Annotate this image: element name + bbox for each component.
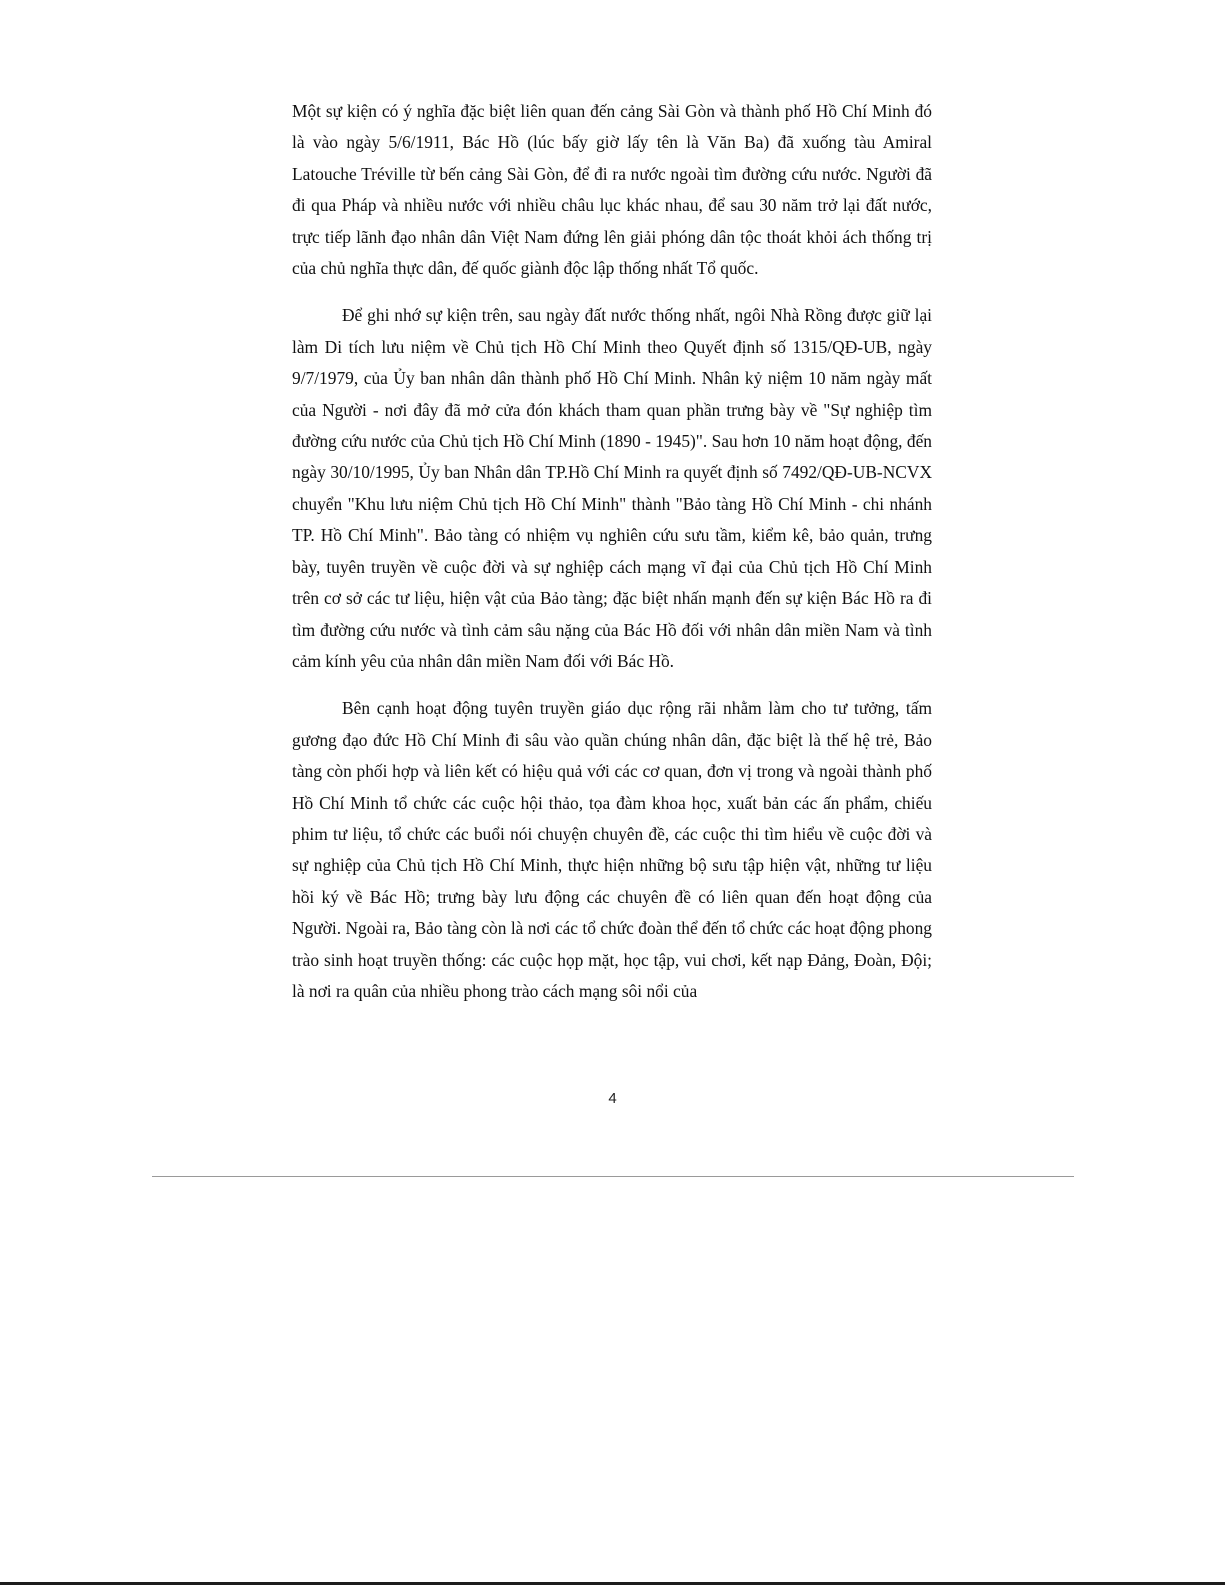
paragraph-3: Bên cạnh hoạt động tuyên truyền giáo dục rộng rãi nhằm làm cho tư tưởng, tấm gương đạo đức Hồ Chí Minh đi sâu vào quần chúng nhân dân, đặc biệt là thế hệ trẻ, Bảo tàng còn phối hợp và liên kết có hiệu quả với các cơ quan, đơn vị trong và ngoài thành phố Hồ Chí Minh tổ chức các cuộc hội thảo, tọa đàm khoa học, xuất bản các ấn phẩm, chiếu phim tư liệu, tổ chức các buổi nói chuyện chuyên đề, các cuộc thi tìm hiểu về cuộc đời và sự nghiệp của Chủ tịch Hồ Chí Minh, thực hiện những bộ sưu tập hiện vật, những tư liệu hồi ký về Bác Hồ; trưng bày lưu động các chuyên đề có liên quan đến hoạt động của Người. Ngoài ra, Bảo tàng còn là nơi các tổ chức đoàn thể đến tổ chức các hoạt động phong trào sinh hoạt truyền thống: các cuộc họp mặt, học tập, vui chơi, kết nạp Đảng, Đoàn, Đội; là nơi ra quân của nhiều phong trào cách mạng sôi nổi của (292, 698, 932, 1001)
body-text (292, 96, 932, 1007)
page-separator-line (152, 1176, 1074, 1177)
paragraph-2: Để ghi nhớ sự kiện trên, sau ngày đất nước thống nhất, ngôi Nhà Rồng được giữ lại làm Di tích lưu niệm về Chủ tịch Hồ Chí Minh theo Quyết định số 1315/QĐ-UB, ngày 9/7/1979, của Ủy ban nhân dân thành phố Hồ Chí Minh. Nhân kỷ niệm 10 năm ngày mất của Người - nơi đây đã mở cửa đón khách tham quan phần trưng bày về "Sự nghiệp tìm đường cứu nước của Chủ tịch Hồ Chí Minh (1890 - 1945)". Sau hơn 10 năm hoạt động, đến ngày 30/10/1995, Ủy ban Nhân dân TP.Hồ Chí Minh ra quyết định số 7492/QĐ-UB-NCVX chuyển "Khu lưu niệm Chủ tịch Hồ Chí Minh" thành "Bảo tàng Hồ Chí Minh - chi nhánh TP. Hồ Chí Minh". Bảo tàng có nhiệm vụ nghiên cứu sưu tầm, kiểm kê, bảo quản, trưng bày, tuyên truyền về cuộc đời và sự nghiệp cách mạng vĩ đại của Chủ tịch Hồ Chí Minh trên cơ sở các tư liệu, hiện vật của Bảo tàng; đặc biệt nhấn mạnh đến sự kiện Bác Hồ ra đi tìm đường cứu nước và tình cảm sâu nặng của Bác Hồ đối với nhân dân miền Nam và tình cảm kính yêu của nhân dân miền Nam đối với Bác Hồ. (292, 305, 932, 671)
paragraph-1: Một sự kiện có ý nghĩa đặc biệt liên quan đến cảng Sài Gòn và thành phố Hồ Chí Minh đó là vào ngày 5/6/1911, Bác Hồ (lúc bấy giờ lấy tên là Văn Ba) đã xuống tàu Amiral Latouche Tréville từ bến cảng Sài Gòn, để đi ra nước ngoài tìm đường cứu nước. Người đã đi qua Pháp và nhiều nước với nhiều châu lục khác nhau, để sau 30 năm trở lại đất nước, trực tiếp lãnh đạo nhân dân Việt Nam đứng lên giải phóng dân tộc thoát khỏi ách thống trị của chủ nghĩa thực dân, đế quốc giành độc lập thống nhất Tổ quốc. (292, 101, 932, 279)
page-number: 4 (608, 1090, 617, 1107)
